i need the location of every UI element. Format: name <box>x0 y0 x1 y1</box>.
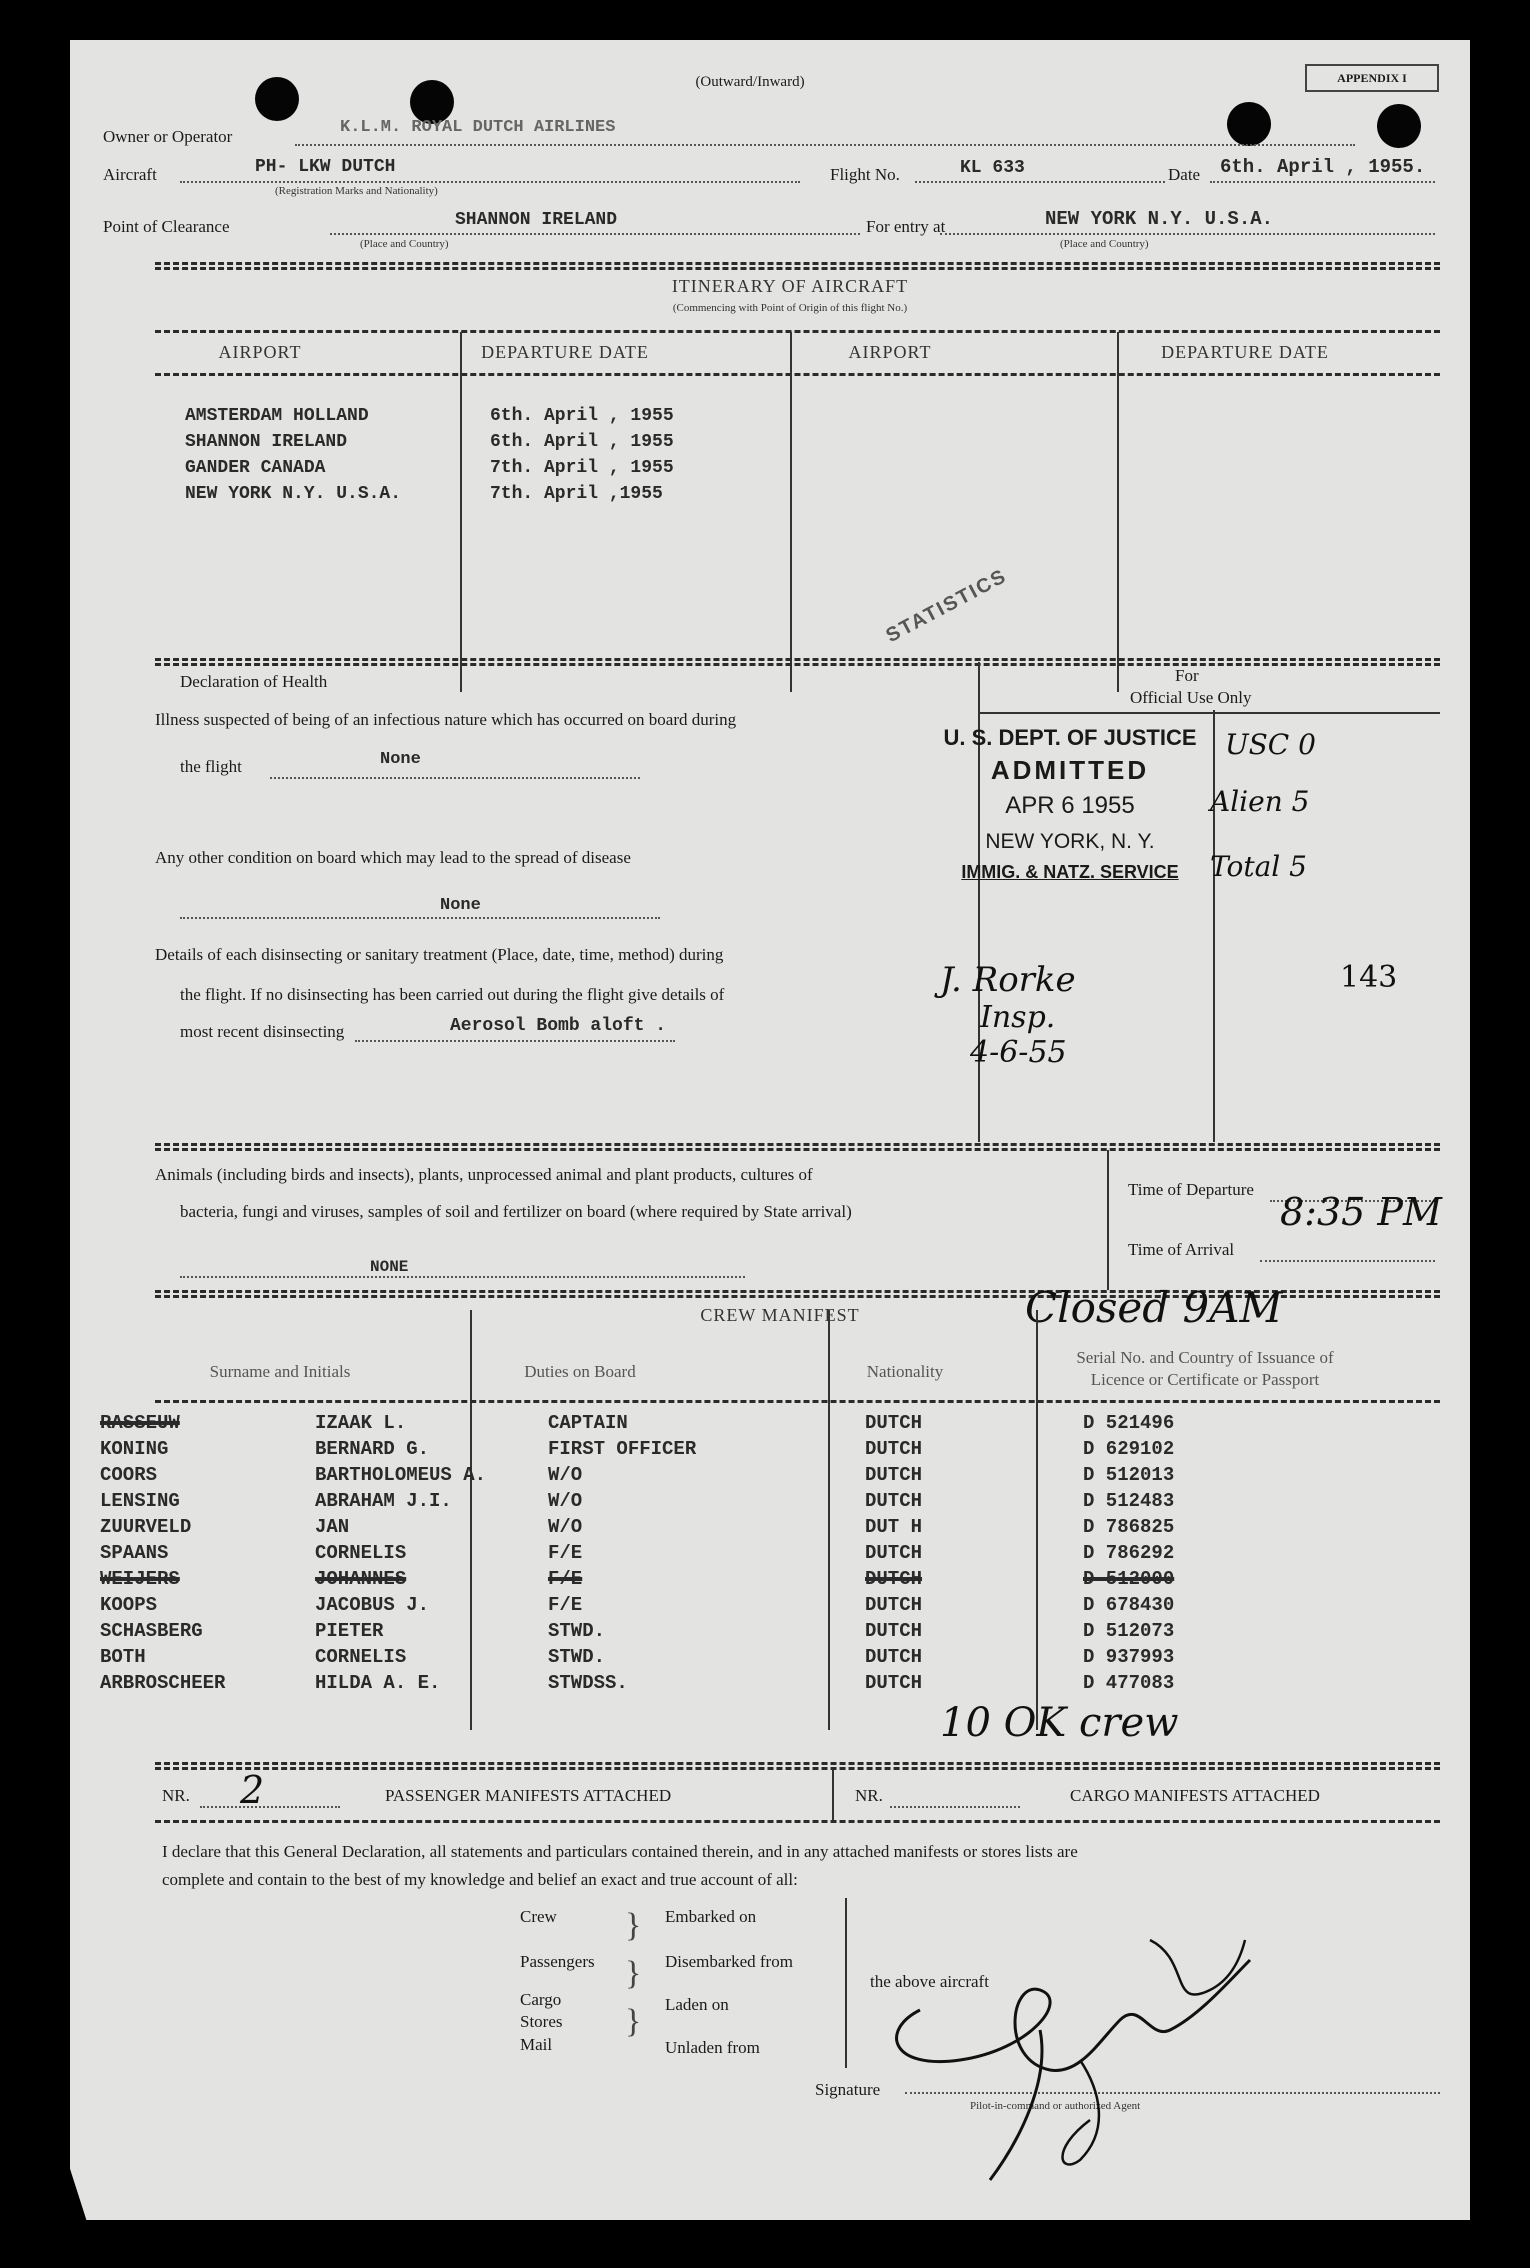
flight-value: KL 633 <box>960 158 1025 178</box>
stamp-line: NEW YORK, N. Y. <box>985 830 1155 853</box>
crew-header-serial: Serial No. and Country of Issuance of Licence or Certificate or Passport <box>1076 1348 1334 1389</box>
punch-hole <box>1227 102 1271 146</box>
itinerary-subtitle: (Commencing with Point of Origin of this flight No.) <box>672 302 908 314</box>
crew-initials: BERNARD G. <box>315 1438 430 1460</box>
itinerary-row: GANDER CANADA <box>185 458 326 478</box>
signature-line: 4-6-55 <box>970 1035 1067 1070</box>
crew-duty: STWD. <box>548 1620 606 1642</box>
crew-nationality: DUTCH <box>865 1412 923 1434</box>
crew-duty: F/E <box>548 1568 583 1590</box>
crew-initials: CORNELIS <box>315 1542 407 1564</box>
crew-serial: D 629102 <box>1083 1438 1175 1460</box>
crew-manifest-title: CREW MANIFEST <box>700 1305 860 1325</box>
itinerary-header-airport-1: AIRPORT <box>218 342 302 362</box>
punch-hole <box>1377 104 1421 148</box>
health-a1: None <box>380 750 421 769</box>
crew-surname: KOOPS <box>100 1594 158 1616</box>
entry-note: (Place and Country) <box>1060 238 1149 250</box>
itinerary-row: 7th. April ,1955 <box>490 484 663 504</box>
declaration-embarked: Embarked on <box>665 1907 757 1926</box>
appendix-label: APPENDIX I <box>1305 64 1439 92</box>
crew-row <box>70 1490 1470 1516</box>
declaration-mail: Mail <box>520 2035 553 2054</box>
cargo-manifests-label: CARGO MANIFESTS ATTACHED <box>1070 1786 1320 1805</box>
declaration-crew: Crew <box>520 1907 557 1926</box>
crew-nationality: DUTCH <box>865 1464 923 1486</box>
crew-duty: STWDSS. <box>548 1672 628 1694</box>
crew-duty: CAPTAIN <box>548 1412 628 1434</box>
crew-header-duties: Duties on Board <box>524 1362 636 1381</box>
crew-row <box>70 1620 1470 1646</box>
crew-serial: D 521496 <box>1083 1412 1175 1434</box>
inspector-signature <box>940 960 1076 1070</box>
crew-initials: JOHANNES <box>315 1568 407 1590</box>
aircraft-value: PH- LKW DUTCH <box>255 157 396 177</box>
itinerary-row: 6th. April , 1955 <box>490 432 674 452</box>
crew-nationality: DUTCH <box>865 1568 923 1590</box>
crew-surname: ARBROSCHEER <box>100 1672 226 1694</box>
health-a2: None <box>440 896 481 915</box>
crew-serial: D 512073 <box>1083 1620 1175 1642</box>
itinerary-title: ITINERARY OF AIRCRAFT <box>671 276 909 296</box>
crew-serial: D 512000 <box>1083 1568 1175 1590</box>
declaration-cargo: Cargo <box>520 1990 562 2009</box>
declaration-passengers: Passengers <box>520 1952 595 1971</box>
date-label: Date <box>1168 165 1201 184</box>
health-q3-cont: most recent disinsecting <box>180 1022 345 1041</box>
health-q2: Any other condition on board which may lead to the spread of disease <box>155 848 631 867</box>
animals-value: NONE <box>370 1258 409 1276</box>
health-q1: Illness suspected of being of an infectious nature which has occurred on board during <box>155 710 737 729</box>
declaration-text: I declare that this General Declaration, all statements and particulars contained therein, and in any attached manifests or stores lists are <box>162 1842 1078 1861</box>
crew-surname: SCHASBERG <box>100 1620 203 1642</box>
clearance-label: Point of Clearance <box>103 217 230 236</box>
crew-surname: SPAANS <box>100 1542 169 1564</box>
closed-note: Closed 9AM <box>1025 1283 1283 1332</box>
arrival-time-label: Time of Arrival <box>1128 1240 1235 1259</box>
official-title: Official Use Only <box>1130 688 1252 707</box>
crew-serial: D 512483 <box>1083 1490 1175 1512</box>
tally-total: Total 5 <box>1210 850 1307 883</box>
animals-text: bacteria, fungi and viruses, samples of soil and fertilizer on board (where required by State arrival) <box>180 1202 852 1221</box>
crew-initials: JAN <box>315 1516 350 1538</box>
crew-duty: FIRST OFFICER <box>548 1438 697 1460</box>
signature-label: Signature <box>815 2080 881 2099</box>
owner-value: K.L.M. ROYAL DUTCH AIRLINES <box>340 118 616 137</box>
crew-nationality: DUTCH <box>865 1438 923 1460</box>
passenger-manifests-label: PASSENGER MANIFESTS ATTACHED <box>385 1786 672 1805</box>
crew-header-surname: Surname and Initials <box>209 1362 351 1381</box>
crew-row <box>70 1516 1470 1542</box>
animals-text: Animals (including birds and insects), plants, unprocessed animal and plant products, cultures of <box>155 1165 813 1184</box>
crew-surname: KONING <box>100 1438 169 1460</box>
crew-row <box>70 1412 1470 1438</box>
itinerary-header-airport-2: AIRPORT <box>848 342 932 362</box>
crew-nationality: DUTCH <box>865 1672 923 1694</box>
health-q3: Details of each disinsecting or sanitary treatment (Place, date, time, method) during <box>155 945 724 964</box>
form-subtitle: (Outward/Inward) <box>695 74 805 90</box>
entry-value: NEW YORK N.Y. U.S.A. <box>1045 208 1274 230</box>
declaration-laden: Laden on <box>665 1995 729 2014</box>
itinerary-header-date-1: DEPARTURE DATE <box>481 342 649 362</box>
official-title: For <box>1175 666 1199 685</box>
arrival-time-value: 8:35 PM <box>1280 1190 1442 1234</box>
crew-surname: ZUURVELD <box>100 1516 192 1538</box>
signature-note: Pilot-in-command or authorized Agent <box>970 2100 1141 2112</box>
clearance-value: SHANNON IRELAND <box>455 210 618 230</box>
document-page: (Outward/Inward) APPENDIX I Owner or Operator K.L.M. ROYAL DUTCH AIRLINES Aircraft PH- LKW DUTCH (Registration Marks and Nationality) Flight No. KL 633 Date 6th. April , 1955. Point of Clearance SHANNON IRELAND (Place and Country) For entry at NEW YORK N.Y. U.S.A. (Place and Country) ITINERARY OF AIRCRAFT (Commencing with Point of Origin of this flight No.) AIRPORT DEPARTURE DATE AIRPORT DEPARTURE DATE AMSTERDAM HOLLAND 6th. April , 1955 SHANNON IRELAND 6th. April , 1955 GANDER CANADA 7th. April , 1955 NEW YORK N.Y. U.S.A. 7th. April ,1955 STATISTICS Declaration of Health Illness suspected of being of an infectious nature which has occurred on board during the flight None Any other condition on board which may lead to the spread of disease None Details of each disinsecting or sanitary treatment (Place, date, time, method) during the flight. If no disinsecting has been carried out during the flight give details of most recent disinsecting Aerosol Bomb aloft . For Official Use Only U. S. DEPT. OF JUSTICE ADMITTED APR 6 1955 NEW YORK, N. Y. IMMIG. & NATZ. SERVICE USC 0 Alien 5 Total 5 143 J. Rorke Insp. 4-6-55 Animals (including birds and insects), plants, unprocessed animal and plant products, cultures of bacteria, fungi and viruses, samples of soil and fertilizer on board (where required by State arrival) NONE Time of Departure Time of Arrival 8:35 PM CREW MANIFEST Closed 9AM Surname and Initials Duties on Board Nationality Serial No. and Country of Issuance of Licence or Certificate or Passport RASSEUW IZAAK L. CAPTAIN DUTCH D 521496 KONING BERNARD G. FIRST OFFICER DUTCH D 629102 COORS BARTHOLOMEUS A. W/O DUTCH D 512013 LENSING ABRAHAM J.I. W/O DUTCH D 512483 ZUURVELD JAN W/O DUT H D 786825 SPAANS CORNELIS F/E DUTCH D 786292 WEIJERS JOHANNES F/E DUTCH D 512000 KOOPS JACOBUS J. F/E DUTCH D 678430 SCHASBERG PIETER STWD. DUTCH D 512073 BOTH CORNELIS STWD. DUTCH D 937993 ARBROSCHEER HILDA A. E. STWDSS. DUTCH D 477083 10 OK crew NR. 2 PASSENGER MANIFESTS ATTACHED NR. CARGO MANIFESTS ATTACHED I declare that this General Declaration, all statements and particulars contained therein, and in any attached manifests or stores lists are complete and contain to the best of my knowledge and belief an exact and true account of all: Crew Passengers Cargo Stores Mail } } } Embarked on Disembarked from Laden on Unladen from the above aircraft Signature Pilot-in-command or authorized Agent <box>70 40 1470 2220</box>
crew-duty: W/O <box>548 1490 583 1512</box>
crew-initials: ABRAHAM J.I. <box>315 1490 452 1512</box>
itinerary-row: NEW YORK N.Y. U.S.A. <box>185 484 402 504</box>
crew-nationality: DUTCH <box>865 1594 923 1616</box>
itinerary-row: 7th. April , 1955 <box>490 458 674 478</box>
crew-surname: LENSING <box>100 1490 180 1512</box>
passenger-manifest-count: 2 <box>240 1768 265 1812</box>
stamp-line: ADMITTED <box>990 755 1150 785</box>
itinerary-row: AMSTERDAM HOLLAND <box>185 406 369 426</box>
crew-initials: BARTHOLOMEUS A. <box>315 1464 487 1486</box>
punch-hole <box>255 77 299 121</box>
crew-row <box>70 1594 1470 1620</box>
crew-surname: RASSEUW <box>100 1412 180 1434</box>
crew-serial: D 786825 <box>1083 1516 1175 1538</box>
crew-row <box>70 1438 1470 1464</box>
paper-fold <box>40 2075 88 2225</box>
crew-surname: COORS <box>100 1464 158 1486</box>
crew-serial: D 678430 <box>1083 1594 1175 1616</box>
owner-label: Owner or Operator <box>103 127 233 146</box>
health-a3: Aerosol Bomb aloft . <box>450 1016 667 1036</box>
crew-duty: F/E <box>548 1594 583 1616</box>
crew-nationality: DUTCH <box>865 1542 923 1564</box>
declaration-stores: Stores <box>520 2012 563 2031</box>
passenger-nr-label: NR. <box>162 1786 190 1805</box>
crew-initials: CORNELIS <box>315 1646 407 1668</box>
crew-nationality: DUTCH <box>865 1646 923 1668</box>
tally-alien: Alien 5 <box>1210 785 1310 818</box>
crew-nationality: DUT H <box>865 1516 923 1538</box>
crew-count-note: 10 OK crew <box>940 1700 1179 1746</box>
stamp-line: U. S. DEPT. OF JUSTICE <box>943 725 1197 750</box>
crew-duty: W/O <box>548 1516 583 1538</box>
crew-duty: W/O <box>548 1464 583 1486</box>
crew-serial: D 937993 <box>1083 1646 1175 1668</box>
declaration-aircraft: the above aircraft <box>870 1972 989 1991</box>
signature-line: J. Rorke <box>940 960 1076 1000</box>
crew-nationality: DUTCH <box>865 1490 923 1512</box>
crew-row <box>70 1542 1470 1568</box>
crew-surname: BOTH <box>100 1646 146 1668</box>
crew-row <box>70 1646 1470 1672</box>
captain-signature <box>850 1920 1270 2200</box>
crew-serial: D 512013 <box>1083 1464 1175 1486</box>
flight-label: Flight No. <box>830 165 900 184</box>
crew-duty: STWD. <box>548 1646 606 1668</box>
crew-row <box>70 1672 1470 1698</box>
stamp-line: IMMIG. & NATZ. SERVICE <box>961 862 1179 882</box>
aircraft-label: Aircraft <box>103 165 157 184</box>
entry-label: For entry at <box>866 217 946 236</box>
declaration-disembarked: Disembarked from <box>665 1952 793 1971</box>
crew-initials: PIETER <box>315 1620 384 1642</box>
crew-header-nationality: Nationality <box>866 1362 944 1381</box>
official-number: 143 <box>1340 960 1398 995</box>
declaration-text: complete and contain to the best of my knowledge and belief an exact and true account of all: <box>162 1870 798 1889</box>
declaration-unladen: Unladen from <box>665 2038 760 2057</box>
departure-time-label: Time of Departure <box>1128 1180 1254 1199</box>
itinerary-row: SHANNON IRELAND <box>185 432 348 452</box>
crew-initials: HILDA A. E. <box>315 1672 441 1694</box>
itinerary-header-date-2: DEPARTURE DATE <box>1161 342 1329 362</box>
crew-nationality: DUTCH <box>865 1620 923 1642</box>
crew-row <box>70 1464 1470 1490</box>
health-title: Declaration of Health <box>180 672 328 691</box>
statistics-stamp: STATISTICS <box>882 564 1011 648</box>
crew-initials: JACOBUS J. <box>315 1594 430 1616</box>
crew-duty: F/E <box>548 1542 583 1564</box>
health-q1-cont: the flight <box>180 757 242 776</box>
crew-serial: D 786292 <box>1083 1542 1175 1564</box>
crew-surname: WEIJERS <box>100 1568 180 1590</box>
crew-row <box>70 1568 1470 1594</box>
itinerary-row: 6th. April , 1955 <box>490 406 674 426</box>
crew-serial: D 477083 <box>1083 1672 1175 1694</box>
health-q3-cont: the flight. If no disinsecting has been carried out during the flight give details of <box>180 985 725 1004</box>
clearance-note: (Place and Country) <box>360 238 449 250</box>
stamp-line: APR 6 1955 <box>1005 792 1135 819</box>
tally-usc: USC 0 <box>1225 728 1316 761</box>
aircraft-note: (Registration Marks and Nationality) <box>275 185 438 197</box>
date-value: 6th. April , 1955. <box>1220 156 1426 178</box>
admitted-stamp <box>910 725 1230 883</box>
signature-line: Insp. <box>980 1000 1056 1035</box>
crew-initials: IZAAK L. <box>315 1412 407 1434</box>
cargo-nr-label: NR. <box>855 1786 883 1805</box>
